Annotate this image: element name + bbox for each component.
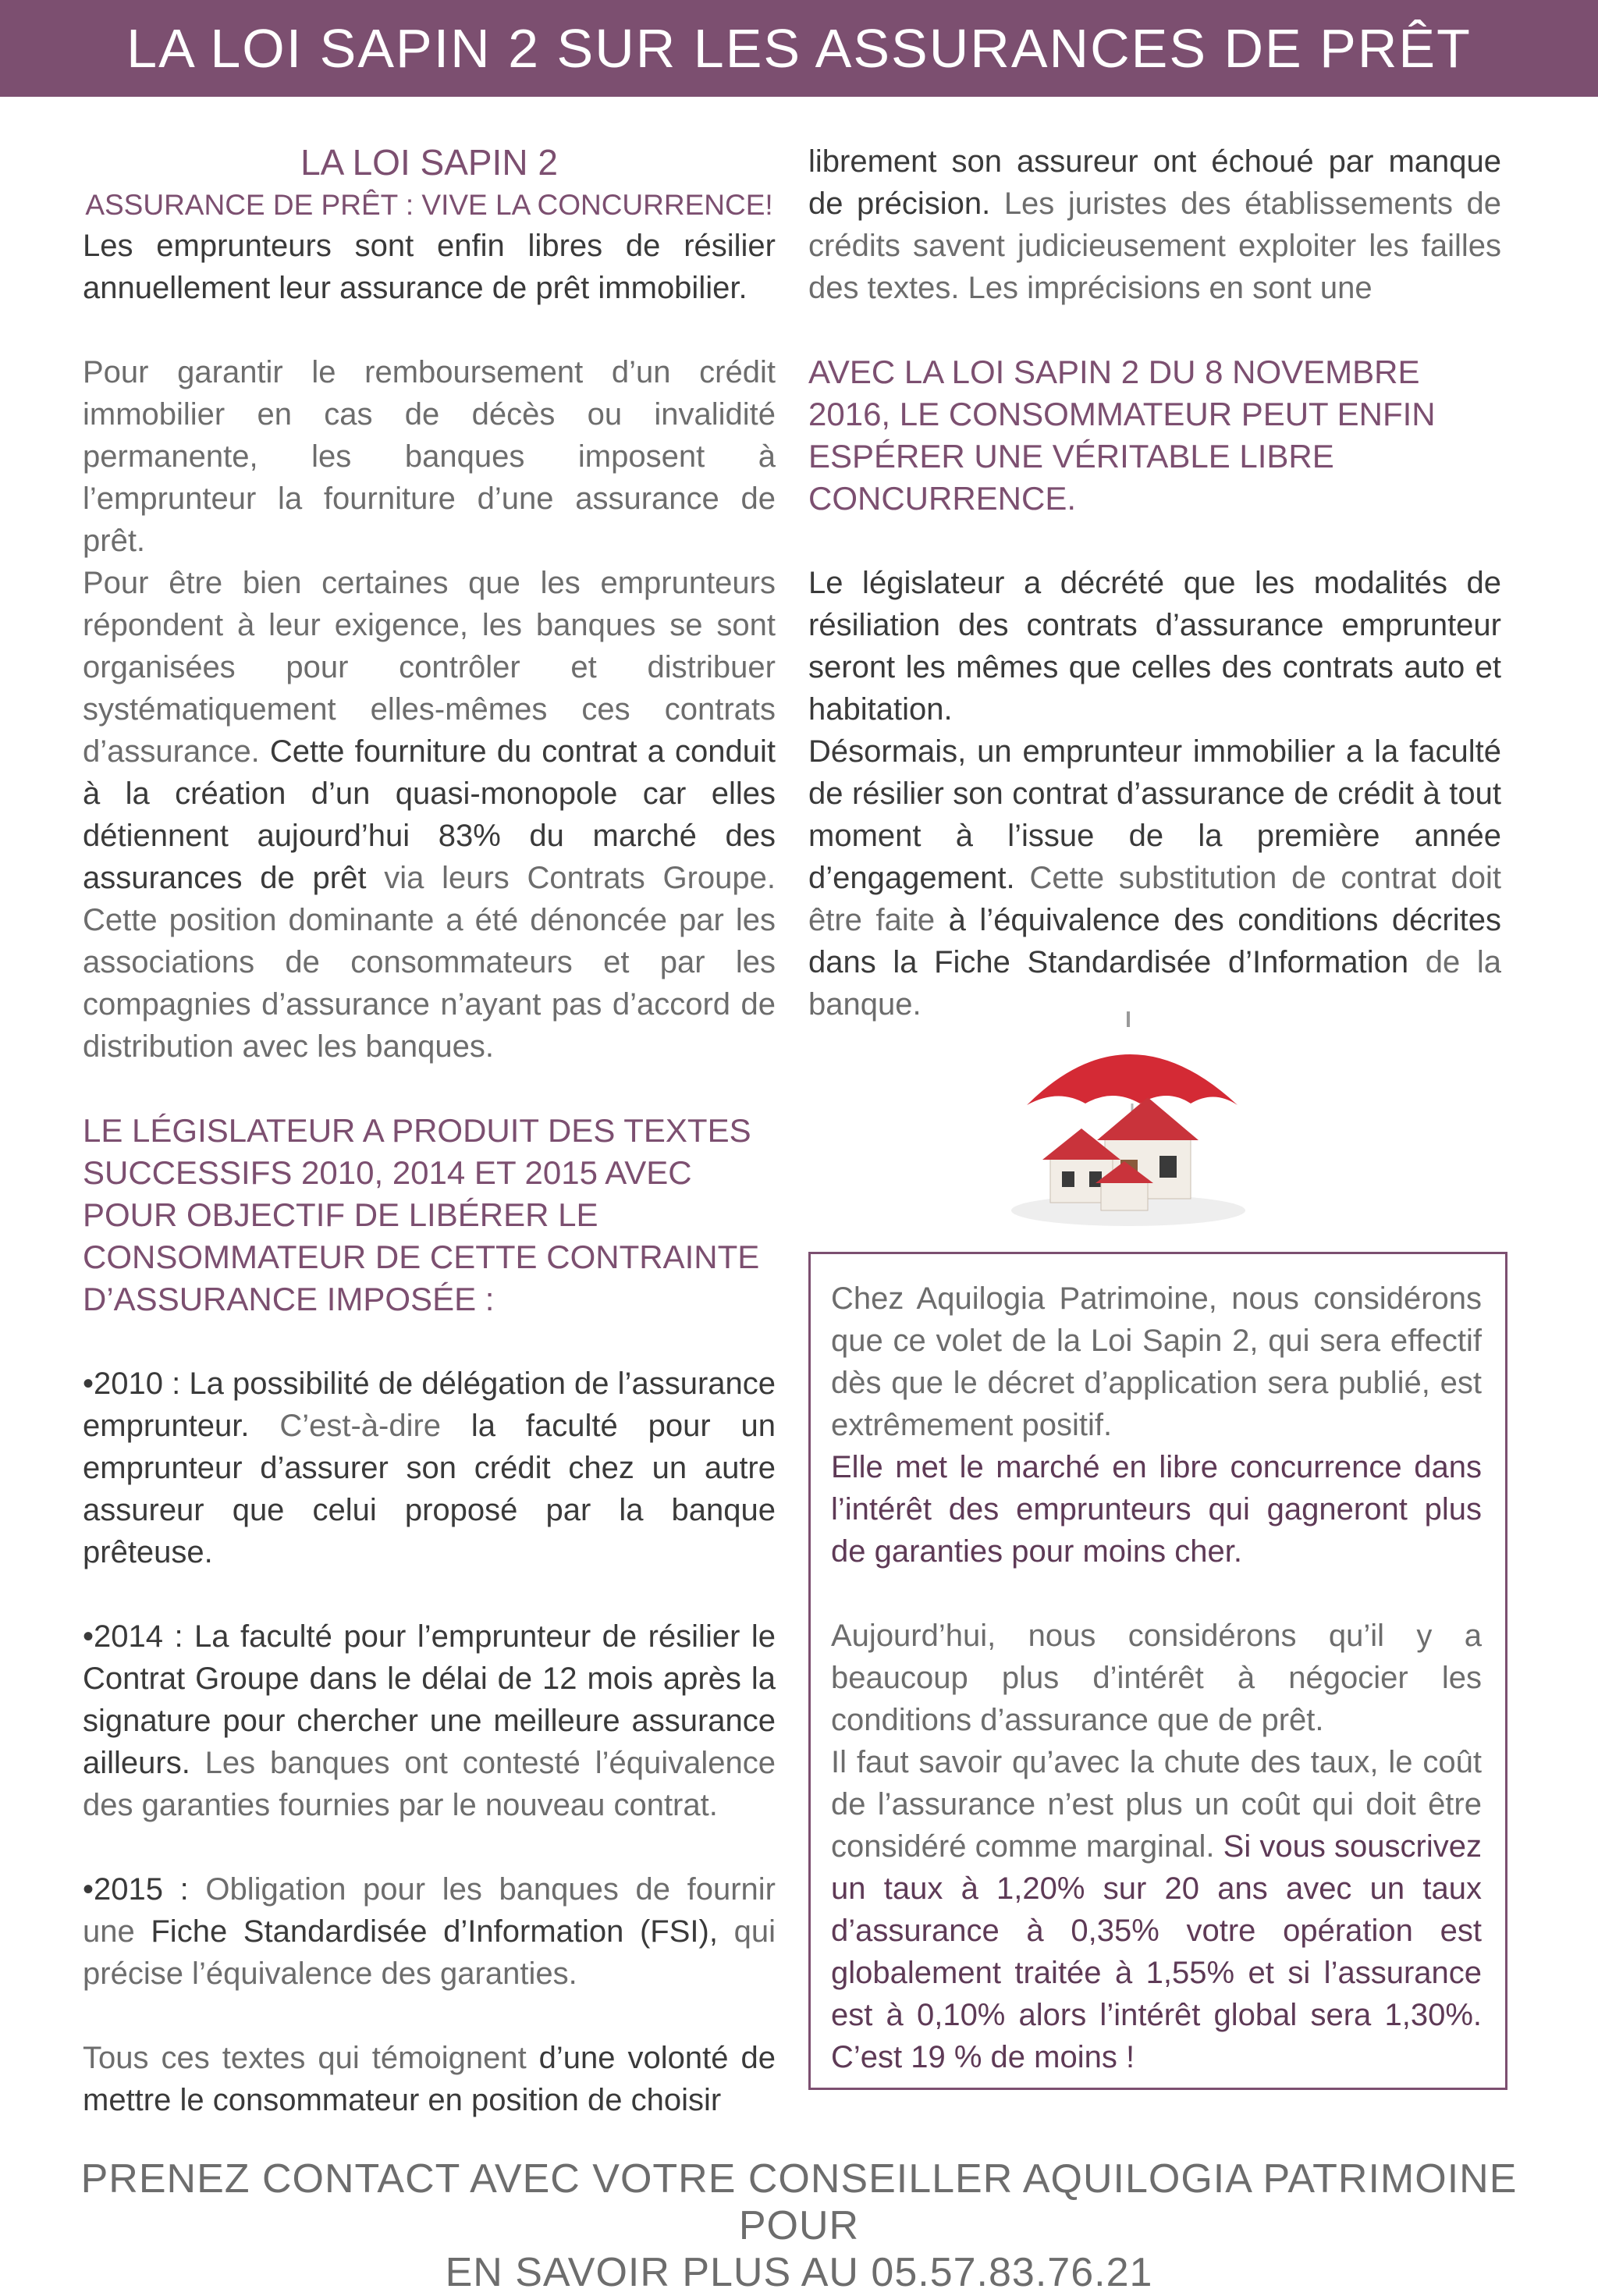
bullet-2014 [83, 1615, 776, 1826]
bullet-2015-c: Fiche Standardisée d’Information (FSI), [151, 1914, 718, 1949]
box-paragraph-1: Chez Aquilogia Patrimoine, nous considérons que ce volet de la Loi Sapin 2, qui sera effectif dès que le décret d’application sera publié, est extrêmement positif. [831, 1281, 1482, 1442]
section-title: LA LOI SAPIN 2 [300, 142, 558, 183]
box-paragraph-4 [831, 1741, 1482, 2078]
desormais-b: Cette substitution de contrat doit être faite [808, 861, 1501, 937]
box-4-b: Si vous souscrivez un taux à 1,20% sur 20 ans avec un taux d’assurance à 0,35% votre opération est globalement traitée à 1,55% et si l’assurance est à 0,10% alors l’intérêt global sera 1,30%. C’est 19 % de moins ! [831, 1829, 1483, 2074]
bullet-2010-a: •2010 : La possibilité de délégation de l’assurance emprunteur. [83, 1367, 776, 1443]
paragraph-desormais [808, 730, 1501, 1025]
legislator-heading: LE LÉGISLATEUR A PRODUIT DES TEXTES SUCCESSIFS 2010, 2014 ET 2015 AVEC POUR OBJECTIF DE LIBÉRER LE CONSOMMATEUR DE CETTE CONTRAINTE D’ASSURANCE IMPOSÉE : [83, 1112, 760, 1317]
left-column [83, 139, 776, 2121]
box-4-a: Il faut savoir qu’avec la chute des taux, le coût de l’assurance n’est plus un coût qui doit être considéré comme marginal. [831, 1745, 1482, 1864]
bullet-2010-b: C’est-à-dire [279, 1409, 442, 1443]
desormais-d: de la banque. [808, 945, 1501, 1022]
continuation-a: librement son assureur ont échoué par manque de précision. [808, 144, 1501, 221]
paragraph-continuation [808, 140, 1501, 309]
desormais-c: à l’équivalence des conditions décrites dans la Fiche Standardisée d’Information [808, 903, 1501, 979]
texts-b: d’une volonté de mettre le consommateur en position de choisir [83, 2041, 776, 2117]
monopoly-text-c: via leurs Contrats Groupe. Cette position dominante a été dénoncée par les associations de consommateurs et par les compagnies d’assurance n’ayant pas d’accord de distribution avec les banques. [83, 861, 776, 1064]
bullet-2015-d: qui précise l’équivalence des garanties. [83, 1914, 776, 1991]
footer-line-2: EN SAVOIR PLUS AU 05.57.83.76.21 [445, 2250, 1153, 2295]
paragraph-monopoly [83, 562, 776, 1068]
umbrella-house-icon [1011, 1011, 1277, 1230]
texts-a: Tous ces textes qui témoignent [83, 2041, 527, 2075]
sapin2-heading: AVEC LA LOI SAPIN 2 DU 8 NOVEMBRE 2016, LE CONSOMMATEUR PEUT ENFIN ESPÉRER UNE VÉRITABLE LIBRE CONCURRENCE. [808, 354, 1436, 517]
footer-contact [47, 2156, 1551, 2296]
monopoly-text-b: Cette fourniture du contrat a conduit à la création d’un quasi-monopole car elles détiennent aujourd’hui 83% du marché des assurances de prêt [83, 734, 776, 895]
bullet-2010-c: la faculté pour un emprunteur d’assurer son crédit chez un autre assureur que celui proposé par la banque prêteuse. [83, 1409, 776, 1569]
bullet-2015-a: •2015 : [83, 1872, 189, 1907]
desormais-a: Désormais, un emprunteur immobilier a la faculté de résilier son contrat d’assurance de crédit à tout moment à l’issue de la première année d’engagement. [808, 734, 1501, 895]
intro-paragraph: Les emprunteurs sont enfin libres de résilier annuellement leur assurance de prêt immobilier. [83, 229, 776, 305]
bullet-2015 [83, 1868, 776, 1995]
paragraph-texts [83, 2037, 776, 2121]
bullet-2010 [83, 1363, 776, 1573]
right-column [808, 140, 1501, 1025]
paragraph-modalities: Le législateur a décrété que les modalités de résiliation des contrats d’assurance emprunteur seront les mêmes que celles des contrats auto et habitation. [808, 566, 1501, 727]
bullet-2014-a: •2014 : La faculté pour l’emprunteur de résilier le Contrat Groupe dans le délai de 12 mois après la signature pour chercher une meilleure assurance ailleurs. [83, 1619, 776, 1780]
bullet-2014-b: Les banques ont contesté l’équivalence des garanties fournies par le nouveau contrat. [83, 1746, 776, 1822]
continuation-b: Les juristes des établissements de crédits savent judicieusement exploiter les failles des textes. Les imprécisions en sont une [808, 187, 1501, 305]
monopoly-text-a: Pour être bien certaines que les emprunteurs répondent à leur exigence, les banques se sont organisées pour contrôler et distribuer systématiquement elles-mêmes ces contrats d’assurance. [83, 566, 776, 769]
box-paragraph-2: Elle met le marché en libre concurrence dans l’intérêt des emprunteurs qui gagneront plus de garanties pour moins cher. [831, 1450, 1482, 1569]
aquilogia-opinion-box [808, 1252, 1507, 2090]
page-title: LA LOI SAPIN 2 SUR LES ASSURANCES DE PRÊT [126, 18, 1472, 79]
box-paragraph-3: Aujourd’hui, nous considérons qu’il y a beaucoup plus d’intérêt à négocier les conditions d’assurance que de prêt. [831, 1619, 1482, 1737]
section-subtitle: ASSURANCE DE PRÊT : VIVE LA CONCURRENCE! [85, 189, 773, 221]
header-banner [0, 0, 1598, 97]
paragraph-guarantee: Pour garantir le remboursement d’un crédit immobilier en cas de décès ou invalidité permanente, les banques imposent à l’emprunteur la fourniture d’une assurance de prêt. [83, 355, 776, 558]
bullet-2015-b: Obligation pour les banques de fournir une [83, 1872, 776, 1949]
footer-line-1: PRENEZ CONTACT AVEC VOTRE CONSEILLER AQUILOGIA PATRIMOINE POUR [80, 2156, 1518, 2248]
